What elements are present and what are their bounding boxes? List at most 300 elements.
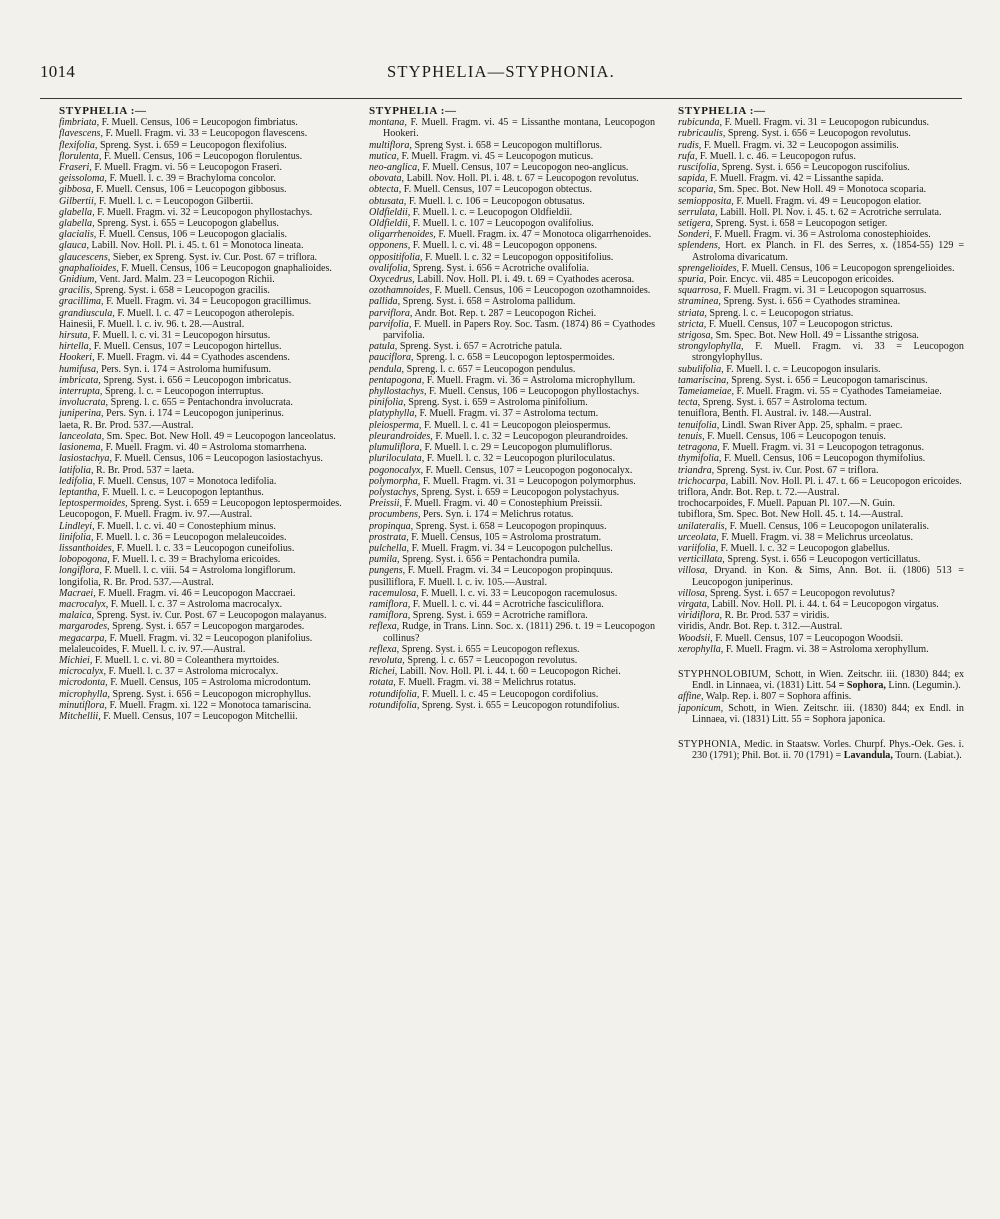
species-name: glabella,: [59, 206, 95, 218]
species-entry: [369, 150, 655, 162]
species-entry: [59, 453, 345, 465]
species-entry: [678, 386, 964, 398]
species-reference: F. Muell. Fragm. vi. 49 = Leucopogon elatior.: [736, 195, 922, 207]
species-entry: [678, 117, 964, 129]
species-name: rubicunda,: [678, 117, 723, 129]
running-head: STYPHELIA—STYPHONIA.: [387, 62, 615, 81]
species-name: Oldfieldii,: [369, 206, 411, 218]
species-reference: Andr. Bot. Rep. t. 287 = Leucopogon Richei.: [414, 307, 597, 319]
page-number: 1014: [40, 62, 76, 81]
species-reference: F. Muell. Census, 106 = Leucopogon gibbosus.: [96, 184, 287, 196]
species-entry: [59, 576, 345, 588]
species-name: leptospermoides,: [59, 498, 128, 510]
species-name: pluriloculata,: [369, 453, 425, 465]
species-reference: F. Muell. l. c. 29 = Leucopogon plumuliflorus.: [424, 442, 613, 454]
species-entry: [678, 475, 964, 487]
species-name: ramiflora,: [369, 598, 411, 610]
species-reference: F. Muell. l. c. 32 = Leucopogon glabellus.: [720, 542, 890, 554]
species-name: revoluta,: [369, 654, 405, 666]
species-reference: F. Muell. l. c. 33 = Leucopogon cuneifolius.: [116, 542, 295, 554]
species-entry: [369, 565, 655, 577]
species-name: propinqua,: [369, 520, 414, 532]
species-entry: [59, 274, 345, 286]
species-entry: [369, 139, 655, 151]
species-reference: F. Muell. Fragm. vi. 55 = Cyathodes Tameiameiae.: [736, 386, 942, 398]
page-header: [40, 62, 962, 86]
species-reference: Spreng. Syst. i. 657 = Leucopogon revolutus?: [709, 587, 895, 599]
species-name: flavescens,: [59, 128, 104, 140]
species-reference: F. Muell. l. c. 36 = Leucopogon melaleucoides.: [96, 531, 287, 543]
species-reference: Hort. ex Planch. in Fl. des Serres, x. (1854-55) 129 = Astroloma divaricatum.: [692, 240, 964, 263]
species-name: parviflora,: [369, 307, 413, 319]
species-reference: F. Muell. Fragm. ix. 47 = Monotoca oligarrhenoides.: [438, 229, 652, 241]
species-entry: [678, 218, 964, 230]
species-entry: [369, 654, 655, 666]
species-name: lanceolata,: [59, 430, 105, 442]
species-name: leptantha,: [59, 486, 100, 498]
species-reference: F. Muell. Census, 107 = Leucopogon obtectus.: [403, 184, 593, 196]
species-reference: F. Muell. Fragm. vi. 32 = Leucopogon planifolius.: [109, 632, 313, 644]
species-name: procumbens,: [369, 509, 421, 521]
genus-name: STYPHNOLOBIUM,: [678, 668, 772, 680]
species-name: multiflora,: [369, 139, 412, 151]
species-reference: F. Muell. Census, 106 = Leucopogon phyllostachys.: [429, 386, 640, 398]
species-reference: Spreng. l. c. 657 = Leucopogon revolutus.: [407, 654, 578, 666]
species-entry: [369, 195, 655, 207]
species-entry: [59, 520, 345, 532]
species-reference: F. Muell. Census, 106 = Leucopogon sprengelioides.: [741, 262, 955, 274]
species-reference: F. Muell. Census, 106 = Leucopogon fimbriatus.: [101, 117, 298, 129]
species-entry: [678, 587, 964, 599]
species-name: gracillima,: [59, 296, 104, 308]
species-name: juniperina,: [59, 408, 104, 420]
species-name: pulchella,: [369, 542, 410, 554]
species-name: affine,: [678, 691, 704, 703]
species-reference: F. Muell. Fragm. vi. 45 = Lissanthe montana, Leucopogon Hookeri.: [383, 117, 655, 140]
species-entry: [678, 565, 964, 588]
species-entry: [678, 520, 964, 532]
species-reference: F. Muell. Fragm. vi. 38 = Melichrus urceolatus.: [721, 531, 913, 543]
species-name: Woodsii,: [678, 632, 713, 644]
species-reference: Leucopogon, F. Muell. Fragm. iv. 97.—Austral.: [59, 509, 253, 521]
species-entry: [678, 363, 964, 375]
species-name: Gilbertii,: [59, 195, 97, 207]
species-reference: F. Muell. Census, 105 = Astroloma prostratum.: [411, 531, 602, 543]
species-entry: [678, 554, 964, 566]
species-reference: Spreng. Syst. i. 656 = Leucopogon imbricatus.: [103, 374, 292, 386]
species-name: minutiflora,: [59, 699, 107, 711]
species-entry: [59, 408, 345, 420]
species-reference: F. Muell. Fragm. vi. 40 = Conostephium Preissii.: [404, 498, 603, 510]
species-reference: Spreng. Syst. i. 659 = Leucopogon flexifolius.: [99, 139, 287, 151]
species-entry: [369, 430, 655, 442]
species-entry: [59, 150, 345, 162]
species-reference: F. Muell. Fragm. vi. 45 = Leucopogon muticus.: [401, 150, 594, 162]
species-reference: F. Muell. Fragm. vi. 38 = Astroloma xerophyllum.: [725, 643, 929, 655]
genus-block: [678, 739, 964, 761]
species-reference: F. Muell. l. c. 37 = Astroloma macrocalyx.: [110, 598, 283, 610]
species-reference: F. Muell. Census, 107 = Leucopogon strictus.: [708, 318, 893, 330]
species-reference: Sm. Spec. Bot. New Holl. 49 = Lissanthe strigosa.: [715, 330, 919, 342]
species-name: lasiostachya,: [59, 453, 112, 465]
species-name: gibbosa,: [59, 184, 94, 196]
species-entry: [678, 419, 964, 431]
species-name: Mitchellii,: [59, 710, 101, 722]
species-reference: F. Muell. Census, 106 = Leucopogon unilateralis.: [729, 520, 930, 532]
species-entry: [369, 341, 655, 353]
species-entry: [678, 184, 964, 196]
species-reference: Spreng. Syst. i. 658 = Leucopogon setiger.: [715, 218, 888, 230]
species-entry: [369, 307, 655, 319]
species-entry: [678, 442, 964, 454]
species-entry: [59, 654, 345, 666]
species-reference: Spreng. Syst. i. 656 = Cyathodes straminea.: [723, 296, 901, 308]
species-entry: [369, 475, 655, 487]
column-3: [678, 106, 964, 1166]
species-entry: [678, 621, 964, 633]
species-name: lissanthoides,: [59, 542, 115, 554]
species-name: pleurandroides,: [369, 430, 433, 442]
species-entry: [59, 621, 345, 633]
species-entry: [369, 386, 655, 398]
species-entry: [678, 531, 964, 543]
species-reference: Sieber, ex Spreng. Syst. iv. Cur. Post. 67 = triflora.: [112, 251, 318, 263]
species-entry: [369, 453, 655, 465]
species-reference: F. Muell. Fragm. vi. 31 = Leucopogon tetragonus.: [722, 442, 924, 454]
species-reference: tubiflora, Sm. Spec. Bot. New Holl. 45. t. 14.—Austral.: [678, 509, 904, 521]
species-name: microdonta,: [59, 677, 108, 689]
species-entry: [369, 498, 655, 510]
species-reference: Spreng. Syst. i. 656 = Leucopogon revolutus.: [727, 128, 911, 140]
species-reference: Lindl. Swan River App. 25, sphalm. = praec.: [721, 419, 903, 431]
species-name: longiflora,: [59, 565, 102, 577]
family-note: Linn. (Legumin.).: [888, 680, 961, 692]
species-entry: [59, 307, 345, 319]
species-name: tenuis,: [678, 430, 705, 442]
species-entry: [59, 632, 345, 644]
species-entry: [678, 318, 964, 330]
species-name: glaucescens,: [59, 251, 111, 263]
species-entry: [369, 184, 655, 196]
column-heading: STYPHELIA :—: [678, 106, 766, 117]
species-reference: F. Muell. Fragm. vi. 34 = Leucopogon pulchellus.: [411, 542, 613, 554]
species-entry: [369, 262, 655, 274]
species-entry: [678, 128, 964, 140]
species-reference: F. Muell. Census, 107 = Leucopogon neo-anglicus.: [422, 162, 629, 174]
species-reference: Poir. Encyc. vii. 485 = Leucopogon ericoides.: [708, 274, 894, 286]
species-name: rudis,: [678, 139, 702, 151]
species-name: Gnidium,: [59, 274, 97, 286]
species-reference: F. Muell. l. c. vi. 48 = Leucopogon opponens.: [412, 240, 598, 252]
species-entry: [59, 442, 345, 454]
genus-blocks: [678, 669, 964, 761]
species-reference: trochocarpoides, F. Muell. Papuan Pl. 107.—N. Guin.: [678, 498, 896, 510]
species-entry: [369, 598, 655, 610]
species-entry: [59, 262, 345, 274]
species-name: tenuifolia,: [678, 419, 720, 431]
species-name: tamariscina,: [678, 374, 729, 386]
species-reference: F. Muell. Fragm. vi. 42 = Lissanthe sapida.: [709, 173, 884, 185]
species-entry: [59, 352, 345, 364]
species-entry: [678, 307, 964, 319]
species-reference: Spreng. Syst. iv. Cur. Post. 67 = triflora.: [716, 464, 879, 476]
species-entry: [59, 251, 345, 263]
species-reference: F. Muell. Fragm. vi. 38 = Melichrus rotatus.: [398, 677, 576, 689]
species-name: reflexa,: [369, 621, 400, 633]
species-entry: [678, 542, 964, 554]
species-reference: Pers. Syn. i. 174 = Leucopogon juniperinus.: [106, 408, 284, 420]
species-reference: Walp. Rep. i. 807 = Sophora affinis.: [705, 691, 852, 703]
species-entry: [678, 702, 964, 725]
species-name: squarrosa,: [678, 285, 722, 297]
species-reference: Spreng Syst. i. 658 = Leucopogon multiflorus.: [414, 139, 603, 151]
species-reference: F. Muell. l. c. 39 = Brachyloma ericoides.: [112, 554, 281, 566]
species-reference: Hainesii, F. Muell. l. c. iv. 96. t. 28.—Austral.: [59, 318, 245, 330]
species-name: reflexa,: [369, 643, 400, 655]
species-entry: [369, 374, 655, 386]
species-entry: [678, 330, 964, 342]
species-name: stricta,: [678, 318, 707, 330]
species-reference: F. Muell. Census, 107 = Monotoca ledifolia.: [97, 475, 277, 487]
species-entry: [369, 274, 655, 286]
species-entry: [59, 498, 345, 510]
species-reference: Spreng. Syst. i. 656 = Leucopogon tamariscinus.: [731, 374, 928, 386]
species-name: rotundifolia,: [369, 699, 420, 711]
species-name: montana,: [369, 117, 407, 129]
species-name: villosa,: [678, 587, 708, 599]
species-entry: [678, 453, 964, 465]
species-entry: [369, 643, 655, 655]
species-entry: [59, 666, 345, 678]
species-reference: Labill. Nov. Holl. Pl. i. 49. t. 69 = Cyathodes acerosa.: [417, 274, 635, 286]
species-reference: F. Muell. l. c. 45 = Leucopogon cordifolius.: [421, 688, 599, 700]
accepted-genus: = Sophora,: [838, 680, 886, 692]
species-reference: Labill. Nov. Holl. Pl. i. 44. t. 64 = Leucopogon virgatus.: [711, 598, 939, 610]
species-reference: Spreng. Syst. iv. Cur. Post. 67 = Leucopogon malayanus.: [96, 610, 327, 622]
species-name: lasionema,: [59, 442, 104, 454]
species-reference: F. Muell. Fragm. vi. 31 = Leucopogon squarrosus.: [723, 285, 927, 297]
species-reference: F. Muell. Census, 107 = Leucopogon pogonocalyx.: [425, 464, 633, 476]
species-reference: F. Muell. Fragm. vi. 32 = Leucopogon phyllostachys.: [97, 206, 313, 218]
accepted-genus: Lavandula,: [843, 750, 893, 762]
species-name: Oxycedrus,: [369, 274, 415, 286]
species-entry: [59, 509, 345, 521]
species-reference: laeta, R. Br. Prod. 537.—Austral.: [59, 419, 194, 431]
species-reference: F. Muell. Census, 106 = Leucopogon lasiostachyus.: [114, 453, 323, 465]
species-reference: Spreng. l. c. = Leucopogon interruptus.: [105, 386, 264, 398]
species-name: sprengelioides,: [678, 262, 740, 274]
species-name: geissoloma,: [59, 173, 107, 185]
species-reference: melaleucoides, F. Muell. l. c. iv. 97.—Austral.: [59, 643, 246, 655]
species-reference: F. Muell. Fragm. vi. 31 = Leucopogon polymorphus.: [422, 475, 636, 487]
species-entry: [59, 285, 345, 297]
species-name: racemulosa,: [369, 587, 419, 599]
species-entry: [369, 251, 655, 263]
species-name: megacarpa,: [59, 632, 107, 644]
species-name: ovalifolia,: [369, 262, 411, 274]
species-reference: R. Br. Prod. 537 = laeta.: [96, 464, 194, 476]
species-name: flexifolia,: [59, 139, 98, 151]
species-name: pungens,: [369, 565, 406, 577]
species-reference: F. Muell. Fragm. vi. 44 = Cyathodes ascendens.: [97, 352, 290, 364]
species-name: mutica,: [369, 150, 399, 162]
species-entry: [59, 363, 345, 375]
species-name: rotundifolia,: [369, 688, 420, 700]
species-reference: Spreng. Syst. i. 657 = Acrotriche patula.: [399, 341, 562, 353]
species-name: unilateralis,: [678, 520, 728, 532]
species-entry: [59, 598, 345, 610]
species-reference: F. Muell. l. c. 39 = Brachyloma concolor.: [109, 173, 276, 185]
species-reference: F. Muell. l. c. = Leucopogon Oldfieldii.: [412, 206, 573, 218]
species-entry: [59, 542, 345, 554]
species-entry: [59, 386, 345, 398]
species-name: Fraseri,: [59, 162, 92, 174]
species-name: Lindleyi,: [59, 520, 95, 532]
species-name: pallida,: [369, 296, 401, 308]
species-entry: [678, 464, 964, 476]
species-entry: [369, 531, 655, 543]
species-name: platyphylla,: [369, 408, 417, 420]
species-reference: F. Muell. Fragm. vi. 32 = Leucopogon assimilis.: [703, 139, 899, 151]
species-reference: F. Muell. l. c. 47 = Leucopogon atherolepis.: [117, 307, 295, 319]
species-entry: [678, 397, 964, 409]
column-1: [59, 106, 345, 1166]
species-entry: [678, 229, 964, 241]
species-name: pauciflora,: [369, 352, 414, 364]
species-entry: [678, 374, 964, 386]
species-reference: F. Muell. Fragm. vi. 36 = Astroloma conostephioides.: [714, 229, 931, 241]
species-name: florulenta,: [59, 150, 102, 162]
species-reference: F. Muell. Census, 105 = Astroloma microdontum.: [110, 677, 311, 689]
header-rule: [40, 98, 962, 99]
species-reference: F. Muell. Fragm. vi. 56 = Leucopogon Fraseri.: [94, 162, 283, 174]
species-name: Richei,: [369, 666, 398, 678]
genus-block: [678, 669, 964, 725]
species-entry: [369, 218, 655, 230]
species-reference: Pers. Syn. i. 174 = Astroloma humifusum.: [101, 363, 272, 375]
species-name: strongylophylla,: [678, 341, 744, 353]
species-reference: longifolia, R. Br. Prod. 537.—Austral.: [59, 576, 214, 588]
species-reference: Spreng. Syst. i. 659 = Astroloma pinifolium.: [408, 397, 588, 409]
species-entry: [369, 554, 655, 566]
species-entry: [59, 419, 345, 431]
species-name: rotata,: [369, 677, 396, 689]
species-reference: R. Br. Prod. 537 = viridis.: [724, 610, 830, 622]
species-reference: F. Muell. l. c. 106 = Leucopogon obtusatus.: [408, 195, 585, 207]
species-entry: [59, 229, 345, 241]
genus-reference: Medic. in Staatsw. Vorles. Churpf. Phys.-Oek. Ges. i. 230 (1791); Phil. Bot. ii. 70 (1791) =: [692, 738, 964, 762]
species-name: hirsuta,: [59, 330, 91, 342]
species-name: splendens,: [678, 240, 721, 252]
species-reference: F. Muell. Fragm. vi. 34 = Leucopogon gracillimus.: [106, 296, 312, 308]
species-reference: Labill. Nov. Holl. Pl. i. 47. t. 66 = Leucopogon ericoides.: [730, 475, 962, 487]
species-name: oppositifolia,: [369, 251, 423, 263]
species-entry: [59, 330, 345, 342]
species-entry: [59, 531, 345, 543]
species-entry: [59, 486, 345, 498]
column-heading: STYPHELIA :—: [59, 106, 147, 117]
species-reference: Spreng. Syst. i. 659 = Leucopogon leptospermoides.: [130, 498, 342, 510]
species-name: malaica,: [59, 610, 95, 622]
species-name: microcalyx,: [59, 666, 106, 678]
species-entry: [369, 509, 655, 521]
species-reference: F. Muell. l. c. viii. 54 = Astroloma longiflorum.: [104, 565, 296, 577]
species-name: sapida,: [678, 173, 708, 185]
species-name: glacialis,: [59, 229, 97, 241]
species-name: xerophylla,: [678, 643, 724, 655]
species-name: straminea,: [678, 296, 721, 308]
species-name: opponens,: [369, 240, 411, 252]
species-entry: [678, 150, 964, 162]
species-entry: [678, 598, 964, 610]
species-name: tecta,: [678, 397, 701, 409]
species-name: scoparia,: [678, 184, 716, 196]
species-name: rubricaulis,: [678, 128, 726, 140]
species-reference: Spreng. Syst. i. 657 = Astroloma tectum.: [702, 397, 868, 409]
species-entry: [369, 318, 655, 342]
species-reference: F. Muell. Fragm. vi. 40 = Astroloma stomarrhena.: [105, 442, 307, 454]
species-name: ozothamnoides,: [369, 285, 433, 297]
genus-name: STYPHONIA,: [678, 738, 741, 750]
species-name: fimbriata,: [59, 117, 100, 129]
species-entry: [59, 587, 345, 599]
species-reference: Labill. Nov. Holl. Pl. i. 44. t. 60 = Leucopogon Richei.: [399, 666, 621, 678]
species-entry: [678, 139, 964, 151]
genus-entry: [678, 738, 964, 762]
species-name: verticillata,: [678, 554, 725, 566]
species-entry: [678, 162, 964, 174]
species-entry: [369, 699, 655, 711]
species-reference: F. Muell. in Papers Roy. Soc. Tasm. (1874) 86 = Cyathodes parvifolia.: [383, 318, 655, 342]
species-name: Preissii,: [369, 498, 402, 510]
species-name: thymifolia,: [678, 453, 722, 465]
species-entry: [369, 285, 655, 297]
species-entry: [369, 419, 655, 431]
species-entry: [369, 677, 655, 689]
species-reference: F. Muell. Census, 107 = Leucopogon Woodsii.: [715, 632, 904, 644]
species-name: Tameiameiae,: [678, 386, 734, 398]
species-name: humifusa,: [59, 363, 99, 375]
species-entry: [59, 173, 345, 185]
species-entry: [369, 240, 655, 252]
species-name: oligarrhenoides,: [369, 229, 436, 241]
species-name: hirtella,: [59, 341, 92, 353]
species-entry: [369, 352, 655, 364]
species-reference: Pers. Syn. i. 174 = Melichrus rotatus.: [423, 509, 574, 521]
species-name: glabella,: [59, 218, 95, 230]
species-entry: [678, 173, 964, 185]
species-reference: F. Muell. Census, 106 = Leucopogon ozothamnoides.: [434, 285, 651, 297]
species-name: spuria,: [678, 274, 707, 286]
species-entry: [59, 699, 345, 711]
species-name: patula,: [369, 341, 398, 353]
species-entry: [369, 229, 655, 241]
species-reference: F. Muell. l. c. 107 = Leucopogon ovalifolius.: [412, 218, 594, 230]
species-reference: F. Muell. l. c. vi. 80 = Coleanthera myrtoides.: [94, 654, 280, 666]
species-entry: [59, 318, 345, 330]
species-name: obtusata,: [369, 195, 407, 207]
species-entry: [369, 576, 655, 588]
species-name: plumuliflora,: [369, 442, 422, 454]
species-entry: [59, 464, 345, 476]
species-reference: F. Muell. Fragm. vi. 36 = Astroloma microphyllum.: [426, 374, 636, 386]
species-reference: Spreng. Syst. i. 658 = Astroloma pallidum.: [402, 296, 576, 308]
species-reference: Spreng. Syst. i. 658 = Leucopogon gracilis.: [94, 285, 270, 297]
species-name: pinifolia,: [369, 397, 406, 409]
species-name: neo-anglica,: [369, 162, 420, 174]
species-name: pogonocalyx,: [369, 464, 424, 476]
species-name: serrulata,: [678, 206, 718, 218]
